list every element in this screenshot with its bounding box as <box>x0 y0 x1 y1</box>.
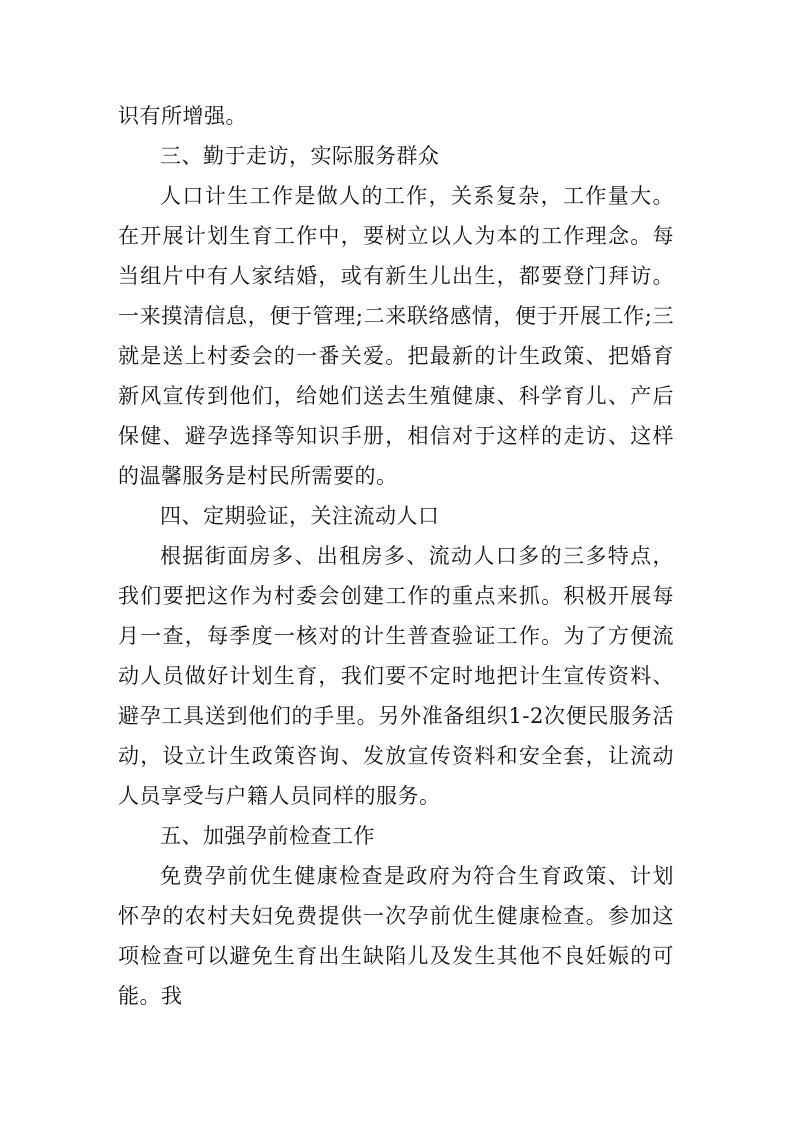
section-heading-3: 三、勤于走访，实际服务群众 <box>160 144 440 168</box>
document-body <box>118 96 674 1016</box>
paragraph-continuation: 识有所增强。 <box>118 104 247 128</box>
section-heading-5: 五、加强孕前检查工作 <box>160 824 375 848</box>
paragraph-floating-population: 根据街面房多、出租房多、流动人口多的三多特点，我们要把这作为村委会创建工作的重点来抓。积极开展每月一查，每季度一核对的计生普查验证工作。为了方便流动人员做好计划生育，我们要不定时地把计生宣传资料、避孕工具送到他们的手里。另外准备组织1-2次便民服务活动，设立计生政策咨询、发放宣传资料和安全套，让流动人员享受与户籍人员同样的服务。 <box>118 544 674 808</box>
paragraph-prenatal-check: 免费孕前优生健康检查是政府为符合生育政策、计划怀孕的农村夫妇免费提供一次孕前优生健康检查。参加这项检查可以避免生育出生缺陷儿及发生其他不良妊娠的可能。我 <box>118 864 674 1008</box>
paragraph-visits: 人口计生工作是做人的工作，关系复杂，工作量大。在开展计划生育工作中，要树立以人为本的工作理念。每当组片中有人家结婚，或有新生儿出生，都要登门拜访。一来摸清信息，便于管理;二来联络感情，便于开展工作;三就是送上村委会的一番关爱。把最新的计生政策、把婚育新风宣传到他们，给她们送去生殖健康、科学育儿、产后保健、避孕选择等知识手册，相信对于这样的走访、这样的温馨服务是村民所需要的。 <box>118 184 674 488</box>
section-heading-4: 四、定期验证，关注流动人口 <box>160 504 440 528</box>
